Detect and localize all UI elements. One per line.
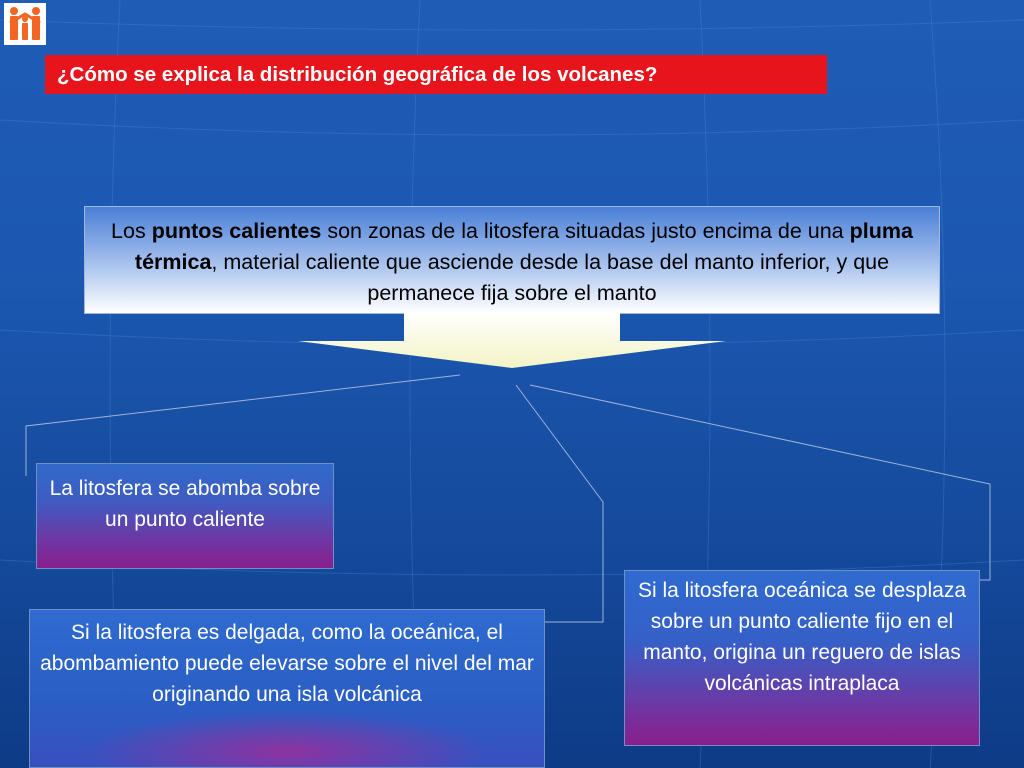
main-text-bold-hot-spots: puntos calientes: [151, 219, 322, 243]
down-arrow-icon: [296, 312, 728, 370]
main-text-part3: , material caliente que asciende desde la base del manto inferior, y que permanece fija sobre el manto: [211, 250, 890, 305]
main-text-part2: son zonas de la litosfera situadas justo encima de una: [321, 219, 850, 243]
thin-lithosphere-island-box: Si la litosfera es delgada, como la oceánica, el abombamiento puede elevarse sobre el nivel del mar originando una isla volcánica: [29, 609, 545, 768]
slide-title: ¿Cómo se explica la distribución geográfica de los volcanes?: [45, 55, 827, 94]
hot-spot-definition-box: [84, 206, 940, 314]
lithosphere-bulge-box: La litosfera se abomba sobre un punto caliente: [36, 463, 334, 569]
main-text-bold-plume: pluma térmica: [134, 219, 913, 274]
oceanic-lithosphere-chain-box: Si la litosfera oceánica se desplaza sobre un punto caliente fijo en el manto, origina un reguero de islas volcánicas intraplaca: [624, 570, 980, 746]
main-text-part1: Los: [111, 219, 152, 243]
